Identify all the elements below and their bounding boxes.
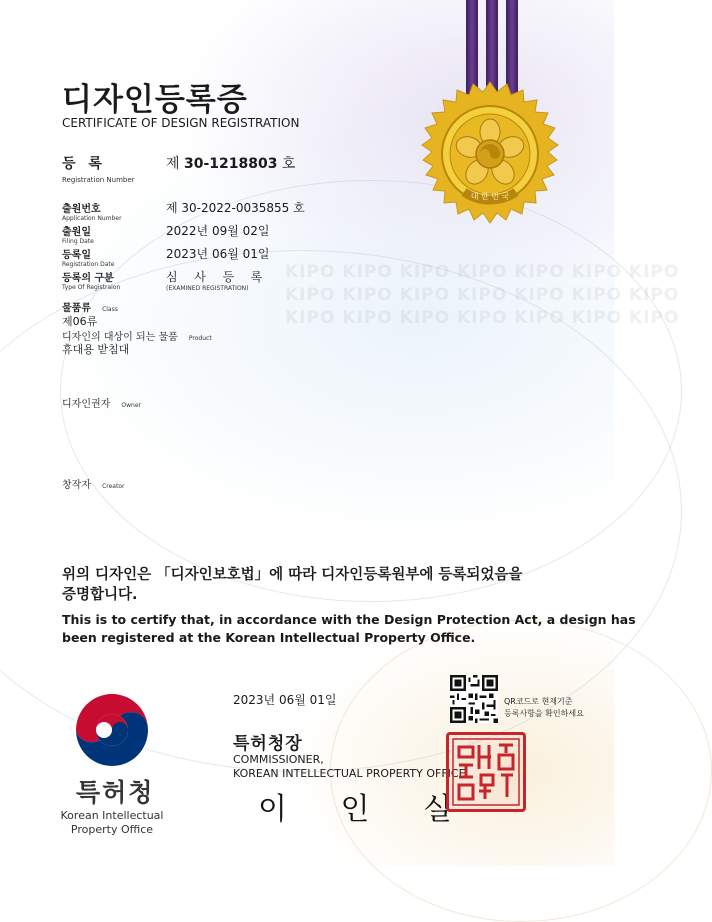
statement-korean-line1: 위의 디자인은 「디자인보호법」에 따라 디자인등록원부에 등록되었음을 <box>62 567 523 583</box>
registration-number-value <box>166 153 295 173</box>
field-label-ko: 출원일 <box>62 227 91 238</box>
commissioner-title-ko: 특허청장 <box>233 734 303 754</box>
title-korean: 디자인등록증 <box>62 82 248 118</box>
registration-date-value: 2023년 06월 01일 <box>166 247 270 261</box>
registration-number: 30-1218803 <box>183 156 278 172</box>
qr-note-line1: QR코드로 현재기준 <box>504 697 573 706</box>
watermark: KIPO KIPO KIPO KIPO KIPO KIPO KIPO <box>285 308 680 328</box>
field-label-en: Filing Date <box>62 238 94 245</box>
stamp-seal-icon <box>449 735 523 809</box>
kipo-taeguk-logo-icon <box>72 690 152 770</box>
registration-number-prefix: 제 <box>166 156 180 172</box>
official-stamp <box>446 732 526 812</box>
national-seal-icon <box>404 78 576 230</box>
field-label-ko: 출원번호 <box>62 204 101 215</box>
class-label-ko: 물품류 <box>62 303 91 314</box>
qr-note-line2: 등록사항을 확인하세요 <box>504 709 584 718</box>
application-number-value: 제 30-2022-0035855 호 <box>166 201 305 215</box>
statement-korean-line2: 증명합니다. <box>62 587 138 603</box>
registration-number-label-en: Registration Number <box>62 176 135 184</box>
field-label-en: Registration Date <box>62 261 115 268</box>
qr-code-icon <box>450 675 498 723</box>
product-label-en: Product <box>188 335 212 342</box>
issue-date: 2023년 06월 01일 <box>233 693 337 707</box>
watermark: KIPO KIPO KIPO KIPO KIPO KIPO KIPO <box>285 285 680 305</box>
field-filing-date <box>62 223 94 245</box>
seal-text: 대 한 민 국 <box>470 192 510 201</box>
commissioner-title-en-line2: KOREAN INTELLECTUAL PROPERTY OFFICE <box>233 767 466 780</box>
field-label-ko: 등록일 <box>62 250 91 261</box>
field-label-en: Application Number <box>62 215 122 222</box>
field-registration-date <box>62 246 114 268</box>
kipo-logo-korean: 특허청 <box>76 778 155 807</box>
creator-label <box>62 473 124 492</box>
registration-type-value <box>166 268 265 292</box>
owner-label-en: Owner <box>121 402 141 409</box>
registration-number-suffix: 호 <box>281 156 296 172</box>
registration-number-label <box>62 153 135 184</box>
kipo-logo-english <box>58 809 166 837</box>
background-arc <box>60 180 682 602</box>
commissioner-signature: 이 인 실 <box>258 792 475 827</box>
creator-label-ko: 창작자 <box>62 480 91 491</box>
class-value: 제06류 <box>62 315 98 328</box>
filing-date-value: 2022년 09월 02일 <box>166 224 270 238</box>
class-label-en: Class <box>102 306 118 313</box>
field-label-ko: 등록의 구분 <box>62 273 114 284</box>
qr-note <box>504 696 584 720</box>
field-label-en: Type Of Registraion <box>62 284 121 291</box>
owner-label-ko: 디자인권자 <box>62 399 111 410</box>
watermark: KIPO KIPO KIPO KIPO KIPO KIPO KIPO <box>285 262 680 282</box>
registration-number-label-ko: 등 록 <box>62 156 106 172</box>
creator-label-en: Creator <box>102 483 125 490</box>
product-label-ko: 디자인의 대상이 되는 물품 <box>62 332 178 343</box>
field-registration-type <box>62 269 120 291</box>
statement-english-line2: been registered at the Korean Intellectual Property Office. <box>62 630 476 645</box>
registration-type-ko: 심 사 등 록 <box>166 270 266 284</box>
commissioner-title-en-line1: COMMISSIONER, <box>233 753 324 766</box>
kipo-logo-english-line2: Property Office <box>70 823 154 836</box>
owner-label <box>62 392 141 411</box>
product-value: 휴대용 받침대 <box>62 343 130 356</box>
registration-type-en: (EXAMINED REGISTRATION) <box>166 285 249 292</box>
title-english: CERTIFICATE OF DESIGN REGISTRATION <box>62 116 300 130</box>
statement-english-line1: This is to certify that, in accordance with the Design Protection Act, a design has <box>62 612 636 627</box>
kipo-logo-english-line1: Korean Intellectual <box>60 809 164 822</box>
field-application-number <box>62 200 122 222</box>
